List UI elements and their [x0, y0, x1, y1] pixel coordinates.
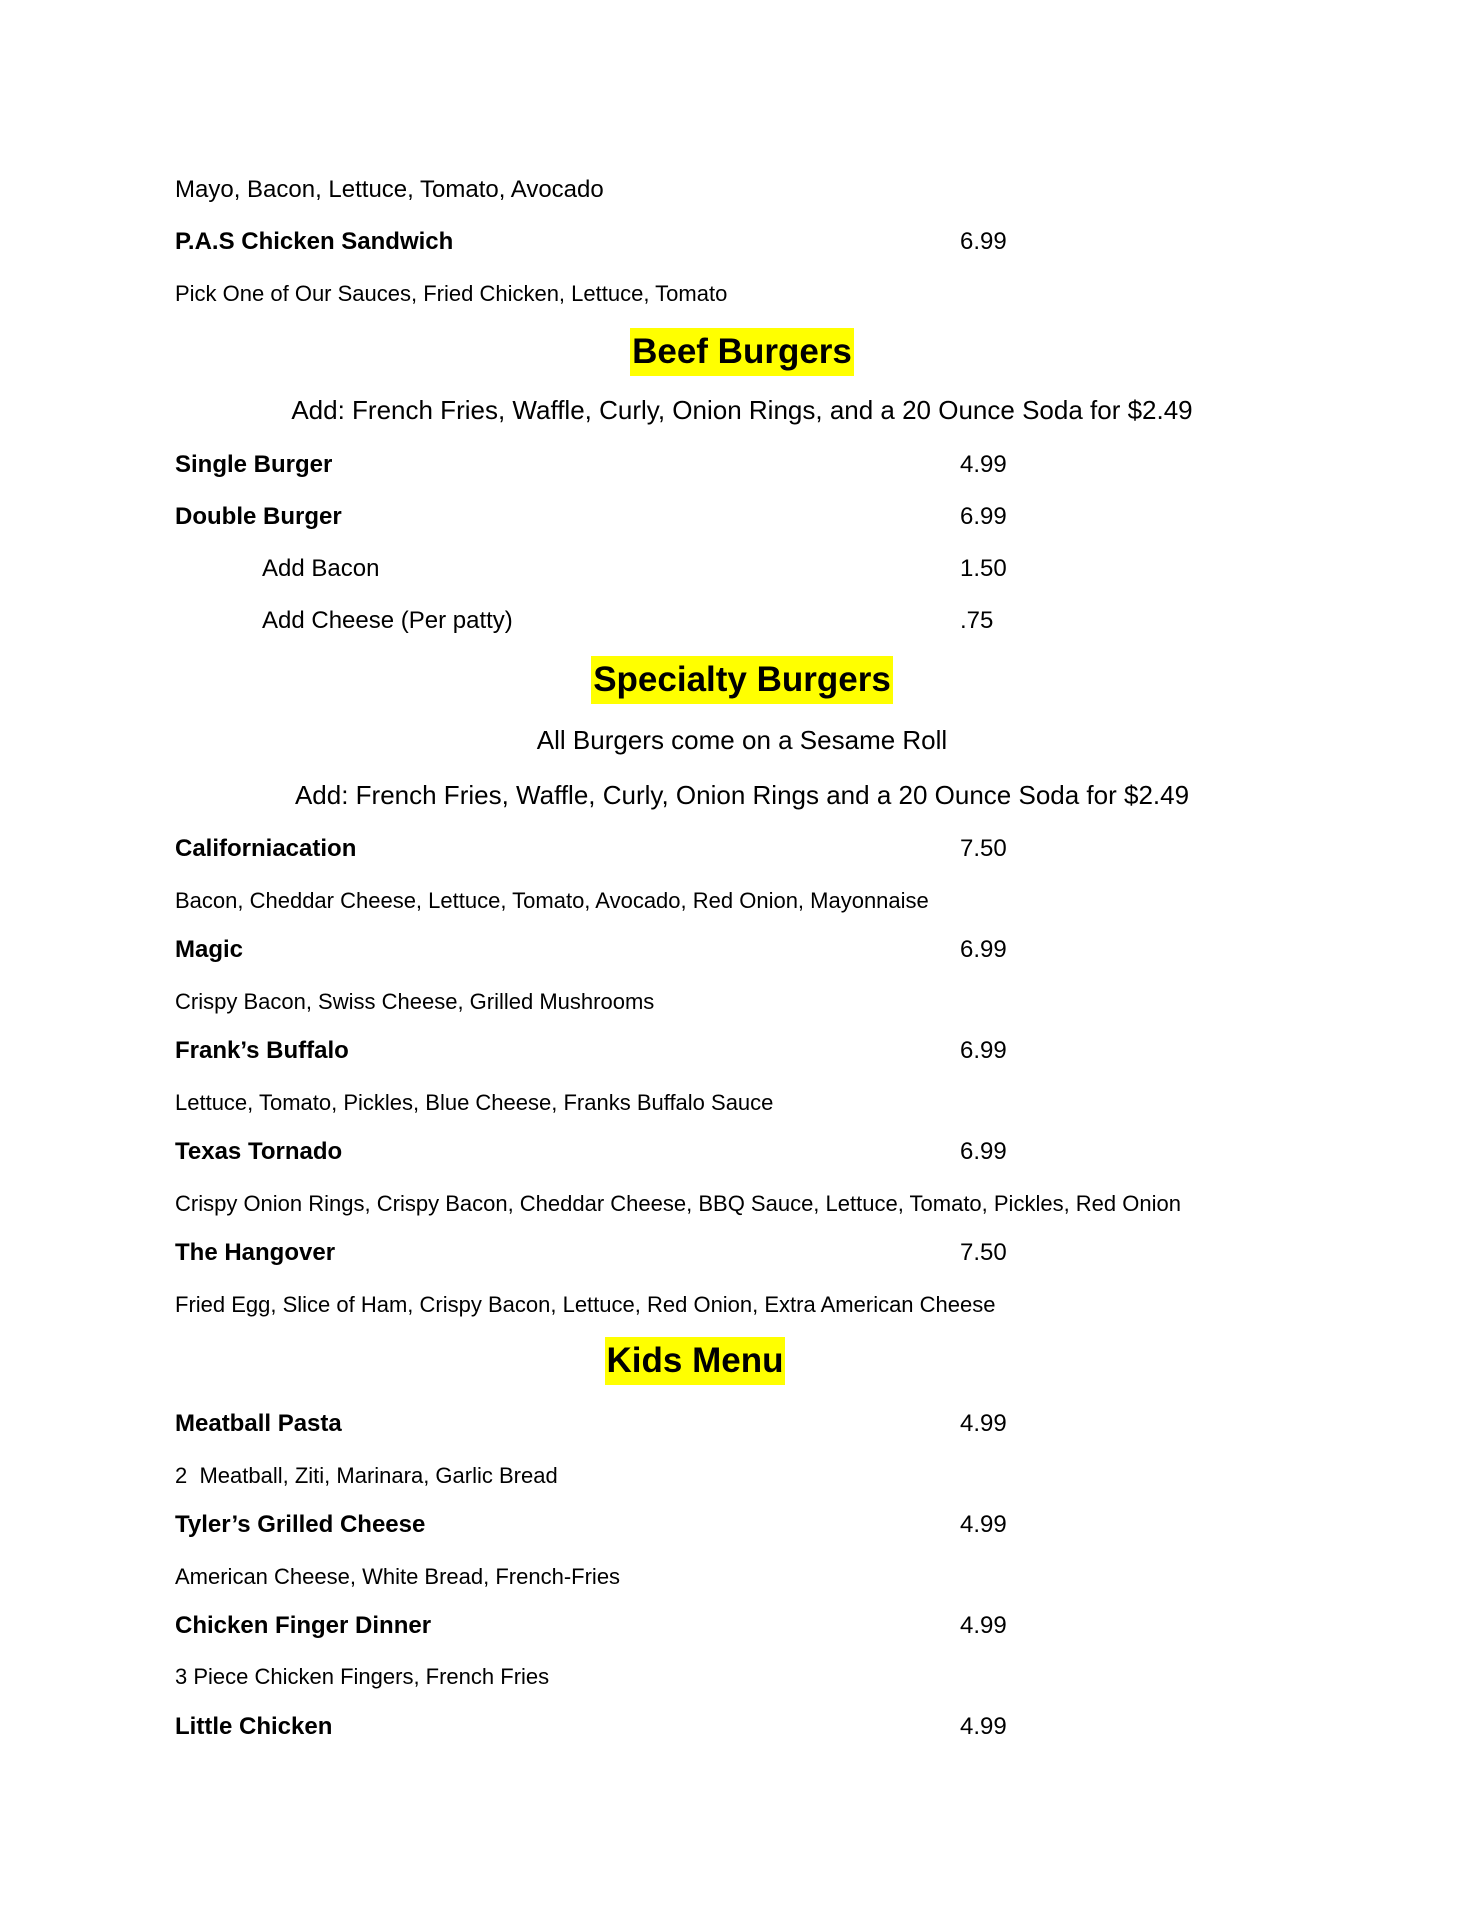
item-description-pas-chicken-sandwich: Pick One of Our Sauces, Fried Chicken, Lettuce, Tomato	[175, 281, 728, 306]
item-name-franks-buffalo: Frank’s Buffalo	[175, 1037, 349, 1064]
section-heading-beef-burgers: Beef Burgers	[630, 328, 854, 376]
item-name-double-burger: Double Burger	[175, 503, 342, 530]
specialty-burgers-note-roll: All Burgers come on a Sesame Roll	[536, 725, 948, 755]
item-description-franks-buffalo: Lettuce, Tomato, Pickles, Blue Cheese, Franks Buffalo Sauce	[175, 1090, 774, 1115]
item-name-tylers-grilled-cheese: Tyler’s Grilled Cheese	[175, 1511, 426, 1538]
item-price-franks-buffalo: 6.99	[960, 1037, 1007, 1064]
section-heading-specialty-burgers-wrap	[0, 656, 1484, 704]
item-price-californiacation: 7.50	[960, 835, 1007, 862]
item-description-meatball-pasta: 2 Meatball, Ziti, Marinara, Garlic Bread	[175, 1463, 558, 1488]
item-price-little-chicken: 4.99	[960, 1713, 1007, 1740]
item-name-chicken-finger-dinner: Chicken Finger Dinner	[175, 1612, 432, 1639]
item-price-tylers-grilled-cheese: 4.99	[960, 1511, 1007, 1538]
item-price-chicken-finger-dinner: 4.99	[960, 1612, 1007, 1639]
section-heading-kids-menu: Kids Menu	[605, 1337, 786, 1385]
section-heading-specialty-burgers: Specialty Burgers	[591, 656, 893, 704]
item-description-magic: Crispy Bacon, Swiss Cheese, Grilled Mushrooms	[175, 989, 655, 1014]
specialty-burgers-note-combo: Add: French Fries, Waffle, Curly, Onion Rings and a 20 Ounce Soda for $2.49	[294, 780, 1190, 810]
item-name-pas-chicken-sandwich: P.A.S Chicken Sandwich	[175, 228, 454, 255]
addon-name-cheese: Add Cheese (Per patty)	[262, 607, 513, 634]
item-name-meatball-pasta: Meatball Pasta	[175, 1410, 342, 1437]
item-price-meatball-pasta: 4.99	[960, 1410, 1007, 1437]
item-name-californiacation: Californiacation	[175, 835, 357, 862]
item-description-the-hangover: Fried Egg, Slice of Ham, Crispy Bacon, Lettuce, Red Onion, Extra American Cheese	[175, 1292, 996, 1317]
item-description-texas-tornado: Crispy Onion Rings, Crispy Bacon, Cheddar Cheese, BBQ Sauce, Lettuce, Tomato, Pickles, Red Onion	[175, 1191, 1181, 1216]
item-name-single-burger: Single Burger	[175, 451, 333, 478]
section-heading-kids-menu-wrap	[0, 1337, 1437, 1385]
item-name-magic: Magic	[175, 936, 244, 963]
item-description-californiacation: Bacon, Cheddar Cheese, Lettuce, Tomato, Avocado, Red Onion, Mayonnaise	[175, 888, 929, 913]
item-price-texas-tornado: 6.99	[960, 1138, 1007, 1165]
addon-price-cheese: .75	[960, 607, 994, 634]
item-price-the-hangover: 7.50	[960, 1239, 1007, 1266]
item-name-little-chicken: Little Chicken	[175, 1713, 333, 1740]
section-heading-beef-burgers-wrap	[0, 328, 1484, 376]
addon-price-bacon: 1.50	[960, 555, 1007, 582]
intro-description: Mayo, Bacon, Lettuce, Tomato, Avocado	[175, 176, 604, 203]
addon-name-bacon: Add Bacon	[262, 555, 380, 582]
item-name-texas-tornado: Texas Tornado	[175, 1138, 343, 1165]
item-price-magic: 6.99	[960, 936, 1007, 963]
item-price-pas-chicken-sandwich: 6.99	[960, 228, 1007, 255]
beef-burgers-note: Add: French Fries, Waffle, Curly, Onion Rings, and a 20 Ounce Soda for $2.49	[291, 395, 1193, 425]
item-description-tylers-grilled-cheese: American Cheese, White Bread, French-Fries	[175, 1564, 621, 1589]
item-price-double-burger: 6.99	[960, 503, 1007, 530]
item-description-chicken-finger-dinner: 3 Piece Chicken Fingers, French Fries	[175, 1664, 550, 1689]
item-price-single-burger: 4.99	[960, 451, 1007, 478]
item-name-the-hangover: The Hangover	[175, 1239, 336, 1266]
